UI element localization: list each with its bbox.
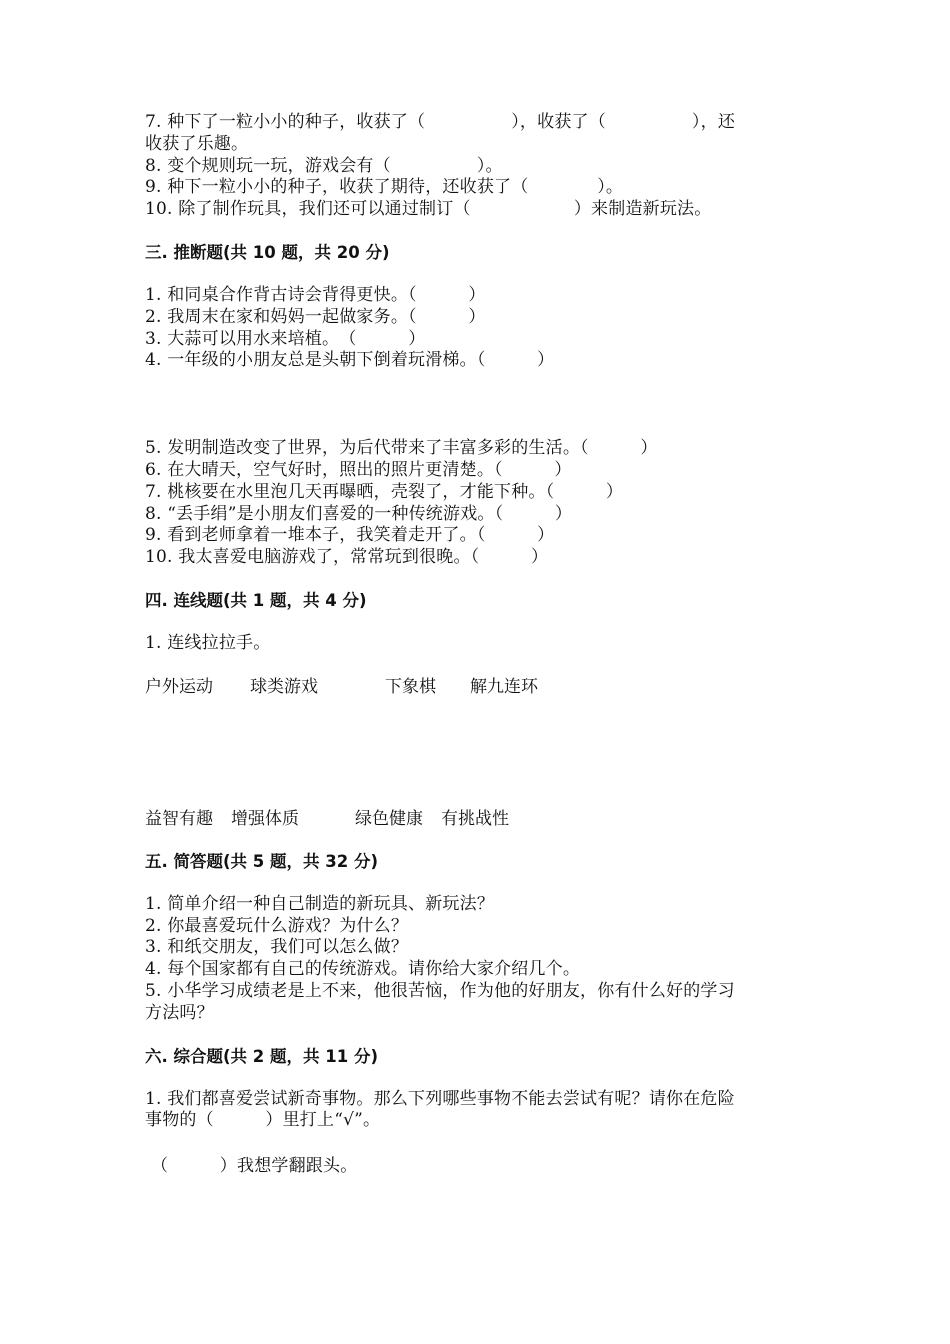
short-answer-2: 2. 你最喜爱玩什么游戏？为什么？ bbox=[145, 915, 409, 936]
judge-item-2: 2. 我周末在家和妈妈一起做家务。（ ） bbox=[145, 306, 486, 327]
judge-item-9: 9. 看到老师拿着一堆本子，我笑着走开了。（ ） bbox=[145, 525, 555, 546]
question-7-line-2: 收获了乐趣。 bbox=[145, 133, 249, 154]
section-3-list-b bbox=[145, 438, 805, 569]
judge-item-8: 8. “丢手绢”是小朋友们喜爱的一种传统游戏。（ ） bbox=[145, 503, 573, 524]
judge-item-4: 4. 一年级的小朋友总是头朝下倒着玩滑梯。（ ） bbox=[145, 350, 555, 371]
match-bottom-item[interactable]: 益智有趣 bbox=[145, 808, 213, 829]
judge-item-10: 10. 我太喜爱电脑游戏了，常常玩到很晚。（ ） bbox=[145, 547, 549, 568]
section-3-list-a bbox=[145, 285, 805, 372]
comprehensive-q1-line-1: 1. 我们都喜爱尝试新奇事物。那么下列哪些事物不能去尝试有呢？请你在危险 bbox=[145, 1088, 735, 1109]
comprehensive-q1-line-2: 事物的（ ）里打上“√”。 bbox=[145, 1110, 381, 1131]
match-bottom-item[interactable]: 有挑战性 bbox=[441, 808, 509, 829]
question-9: 9. 种下一粒小小的种子，收获了期待，还收获了（ ）。 bbox=[145, 177, 624, 198]
match-top-item[interactable]: 球类游戏 bbox=[250, 676, 318, 697]
fill-blank-tail bbox=[145, 112, 805, 221]
section-3-heading: 三. 推断题(共 10 题，共 20 分) bbox=[145, 242, 390, 262]
question-7-line-1: 7. 种下了一粒小小的种子，收获了（ ），收获了（ ），还 bbox=[145, 112, 736, 132]
comprehensive-option-1: （ ）我想学翻跟头。 bbox=[151, 1156, 358, 1177]
judge-item-5: 5. 发明制造改变了世界，为后代带来了丰富多彩的生活。（ ） bbox=[145, 438, 658, 459]
match-top-item[interactable]: 户外运动 bbox=[145, 676, 213, 697]
matching-top-row bbox=[145, 676, 805, 698]
matching-bottom-row bbox=[145, 808, 805, 830]
short-answer-3: 3. 和纸交朋友，我们可以怎么做？ bbox=[145, 937, 409, 958]
short-answer-4: 4. 每个国家都有自己的传统游戏。请你给大家介绍几个。 bbox=[145, 959, 581, 980]
short-answer-5-line-2: 方法吗？ bbox=[145, 1002, 214, 1023]
question-10: 10. 除了制作玩具，我们还可以通过制订（ ）来制造新玩法。 bbox=[145, 199, 712, 220]
section-4-heading: 四. 连线题(共 1 题，共 4 分) bbox=[145, 590, 367, 610]
match-bottom-item[interactable]: 绿色健康 bbox=[355, 808, 423, 829]
matching-question: 1. 连线拉拉手。 bbox=[145, 632, 271, 653]
section-5-list bbox=[145, 894, 805, 1025]
short-answer-1: 1. 简单介绍一种自己制造的新玩具、新玩法？ bbox=[145, 893, 495, 914]
judge-item-6: 6. 在大晴天，空气好时，照出的照片更清楚。（ ） bbox=[145, 459, 572, 480]
match-bottom-item[interactable]: 增强体质 bbox=[231, 808, 299, 829]
section-5-heading: 五. 简答题(共 5 题，共 32 分) bbox=[145, 851, 379, 871]
question-8: 8. 变个规则玩一玩，游戏会有（ ）。 bbox=[145, 155, 503, 176]
judge-item-7: 7. 桃核要在水里泡几天再曝晒，壳裂了，才能下种。（ ） bbox=[145, 481, 624, 502]
judge-item-3: 3. 大蒜可以用水来培植。 （ ） bbox=[145, 328, 426, 349]
worksheet-page bbox=[145, 112, 805, 1178]
short-answer-5-line-1: 5. 小华学习成绩老是上不来，他很苦恼，作为他的好朋友，你有什么好的学习 bbox=[145, 980, 735, 1001]
match-top-item[interactable]: 下象棋 bbox=[385, 676, 436, 697]
section-6-heading: 六. 综合题(共 2 题，共 11 分) bbox=[145, 1046, 379, 1066]
judge-item-1: 1. 和同桌合作背古诗会背得更快。（ ） bbox=[145, 284, 486, 305]
match-top-item[interactable]: 解九连环 bbox=[470, 676, 538, 697]
